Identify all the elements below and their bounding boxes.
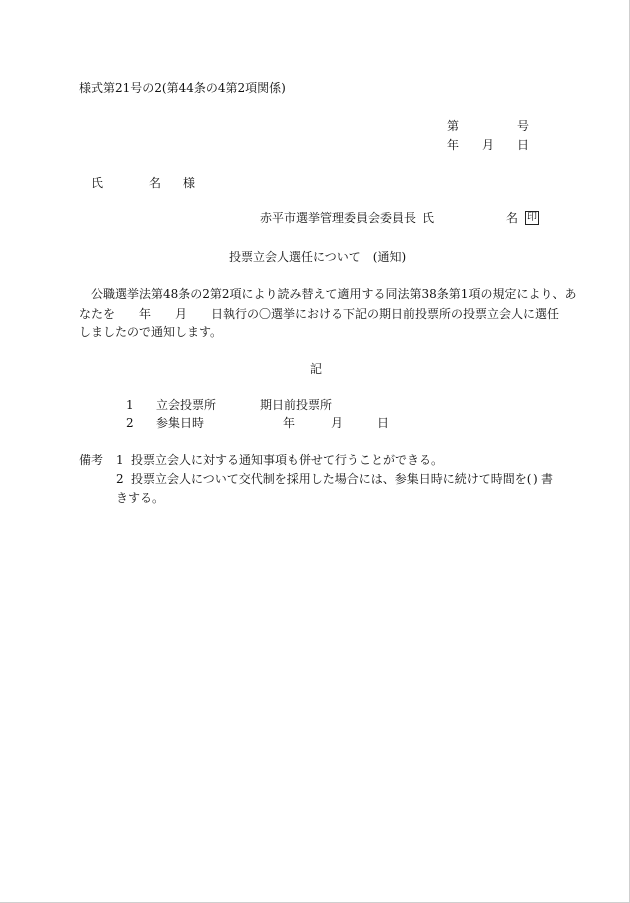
item-1-label: 立会投票所 — [156, 398, 217, 412]
sender-mei: 名 — [506, 211, 519, 225]
body-line-2-b: 日執行の〇選挙における下記の期日前投票所の投票立会人に選任 — [211, 307, 560, 321]
date-year: 年 — [447, 138, 460, 152]
body-line-1: 公職選挙法第48条の2第2項により読み替えて適用する同法第38条第1項の規定により、あ — [91, 287, 577, 301]
item-2-number: 2 — [126, 416, 134, 430]
doc-number-dai: 第 — [447, 119, 460, 133]
note-1-text: 投票立会人に対する通知事項も併せて行うことができる。 — [131, 453, 444, 467]
body-line-2-month: 月 — [175, 307, 188, 321]
date-month: 月 — [482, 138, 495, 152]
sender-title: 赤平市選挙管理委員会委員長 — [260, 211, 417, 225]
seal-label: 印 — [527, 212, 537, 223]
body-line-2-a: なたを — [79, 307, 116, 321]
form-label: 様式第21号の2(第44条の4第2項関係) — [79, 81, 286, 95]
note-2-number: 2 — [116, 472, 124, 486]
seal-stamp — [525, 211, 539, 225]
note-2-line-2: きする。 — [116, 491, 165, 505]
doc-number-go: 号 — [517, 119, 530, 133]
sender-shi: 氏 — [422, 211, 435, 225]
item-2-label: 参集日時 — [156, 416, 205, 430]
item-2-year: 年 — [283, 416, 296, 430]
note-2-line-1: 投票立会人について交代制を採用した場合には、参集日時に続けて時間を( — [131, 472, 532, 486]
item-1-value: 期日前投票所 — [260, 398, 333, 412]
item-2-month: 月 — [331, 416, 344, 430]
date-day: 日 — [517, 138, 530, 152]
subject-title: 投票立会人選任について (通知) — [229, 250, 407, 264]
item-2-day: 日 — [377, 416, 390, 430]
note-2-line-1-end: 書 — [541, 472, 554, 486]
ki-heading: 記 — [310, 362, 323, 376]
addressee-sama: 様 — [183, 176, 196, 190]
note-2-paren-close: ) — [533, 472, 538, 486]
note-1-number: 1 — [116, 453, 124, 467]
notes-heading: 備考 — [79, 453, 104, 467]
addressee-mei: 名 — [149, 176, 162, 190]
addressee-shi: 氏 — [91, 176, 104, 190]
item-1-number: 1 — [126, 398, 134, 412]
body-line-3: しましたので通知します。 — [79, 325, 223, 339]
body-line-2-year: 年 — [139, 307, 152, 321]
